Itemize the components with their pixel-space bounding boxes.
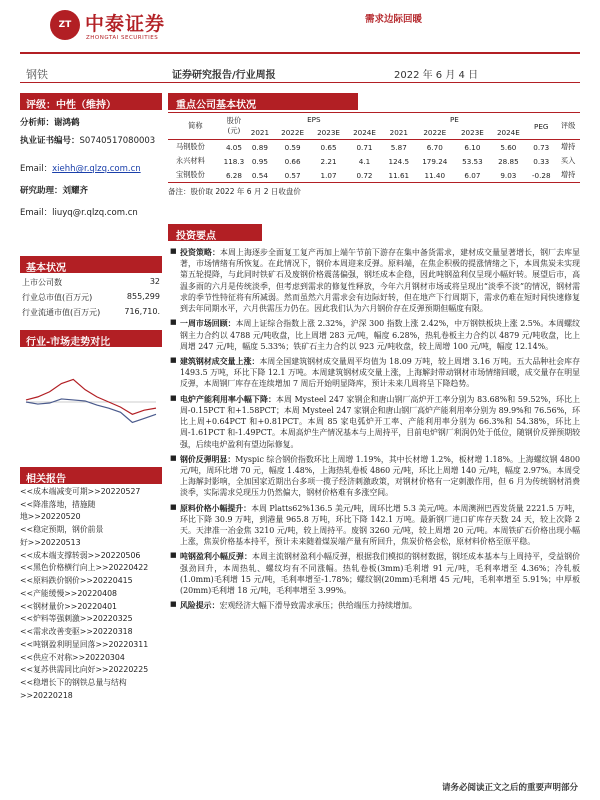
key-points-list — [168, 247, 580, 612]
key-point-item — [168, 247, 580, 314]
key-point-text: 本周上海逐步全面复工复产再加上端午节前下游存在集中备货需求，建材成交量显著增长，钢厂去库显著，市场情绪有所恢复。在此情况下，钢价本周迎来反弹。原料端，在焦企积极的提涨情绪之下，本周焦炭未实现第五轮提降，与此同时铁矿石及废钢价格震荡偏强，钢坯成本企稳，因此吨钢盈利仅呈现小幅好转。展望后市，高温多雨的六月是传统淡季，但考虑到需求的修复性释放，今年六月钢材市场或将呈现出“淡季不淡”的情况，钢材需求的季节性特征将有所减弱。然而虽然六月需求会有边际好转，但在地产下行周期下，需求仍难在短时间快速修复到去年同期水平，六月供需压力仍在。因此我们认为六月钢价存在反弹预期但幅度有限。 — [180, 248, 580, 314]
peg-cell: 0.73 — [533, 142, 550, 152]
stat-row — [20, 307, 162, 318]
key-point-title: 电炉产能利用率小幅下降： — [180, 394, 276, 404]
year-header: 2022E — [275, 126, 311, 140]
related-report-item: <<复苏供需同比向好>>20220225 — [20, 665, 149, 675]
market-trend-chart — [20, 353, 162, 453]
related-report-item: <<稳增长下的钢铁总量与结构 — [20, 678, 127, 688]
header-divider — [20, 52, 580, 54]
related-report-item: <<钢材量价>>20220401 — [20, 601, 118, 611]
related-report-item: <<原料跌价钢价>>20220415 — [20, 576, 133, 586]
key-point-text: 本周 Platts62%136.5 美元/吨，周环比增 5.3 美元/吨。本周澳洲巴西发货量 2221.5 万吨，环比下降 30.9 万吨，到港量 965.8 万吨，环比下降 142.1 万吨。最新钢厂进口矿库存天数 24 天，较上次降 2 天。天津准一冶金焦 3210 元/吨，较上周持平。废钢 3260 元/吨，较上周增 20 元/吨。本周铁矿石价格出现小幅上涨，焦炭价格基本持平，预计未来随着煤炭端产量有所回升，焦炭价格会松，原材料价格至原平稳。 — [180, 503, 580, 547]
analyst-line — [20, 116, 162, 128]
table-row — [168, 154, 580, 168]
assistant-line — [20, 184, 162, 196]
key-point-text: 本周 Mysteel 247 家钢企和唐山钢厂高炉开工率分别为 83.68%和 59.52%，环比上周-0.15PCT 和+1.58PCT；本周 Mysteel 247 家钢企和唐山钢厂高炉产能利用率分别为 89.9%和 76.56%，环比上周+0.64PCT 和+0.81PCT。本周 85 家电弧炉开工率、产能利用率分别为 66.3%和 54.38%，环比上周-1.61PCT 和-1.49PCT。本周高炉生产情况基本与上周持平，目前电炉钢厂利润仍处于低位，随钢价反弹预期较强，后续电炉盈利有望边际修复。 — [180, 394, 580, 449]
related-reports-heading: 相关报告 — [20, 467, 162, 484]
company-rows — [168, 140, 580, 183]
stat-label: 上市公司数 — [22, 278, 62, 287]
pe-cell: 6.07 — [454, 168, 490, 183]
year-header: 2024E — [347, 126, 383, 140]
pe-cell: 9.03 — [490, 168, 526, 183]
key-points-heading: 投资要点 — [168, 224, 262, 241]
stat-value: 716,710. — [124, 307, 160, 316]
related-report-item: <<成本端支撑转弱>>20220506 — [20, 550, 141, 560]
logo-mark-icon: ZT — [50, 10, 80, 40]
eps-cell: 0.59 — [284, 142, 301, 152]
email-line-2 — [20, 206, 162, 218]
related-report-item: 地>>20220520 — [20, 512, 81, 522]
eps-cell: 1.07 — [311, 168, 347, 183]
key-point-text: 本周上证综合指数上涨 2.32%，沪深 300 指数上涨 2.42%，中万钢铁板块上涨 2.5%。本周螺纹钢主力合约以 4788 元/吨收盘，比上周增 283 元/吨，幅度 6.28%，热轧卷板主力合约以 4879 元/吨收盘，比上周增 247 元/吨，幅度 5.33%；铁矿石主力合约以 923 元/吨收盘，较上周增 100 元/吨，幅度 12.14%。 — [180, 319, 580, 351]
related-report-item: <<成本端减变可期>>20220527 — [20, 487, 141, 496]
related-report-item: <<炉料等强刺激>>20220325 — [20, 614, 133, 624]
peg-cell: 0.33 — [533, 156, 550, 166]
report-headline-tag: 需求边际回暖 — [364, 14, 422, 25]
table-row — [168, 168, 580, 183]
pe-cell: 5.60 — [500, 142, 517, 152]
col-price-header: 股价(元) — [223, 113, 246, 140]
pe-cell: 6.10 — [464, 142, 481, 152]
left-sidebar — [20, 93, 162, 700]
license-number: S0740517080003 — [79, 136, 156, 146]
company-name-cell: 永兴材料 — [176, 156, 205, 165]
related-report-item: <<供应不对称>>20220304 — [20, 652, 125, 662]
stat-label: 行业总市值(百万元) — [22, 293, 93, 302]
rating-cell: 增持 — [556, 168, 580, 183]
year-header: 2022E — [415, 126, 454, 140]
email-label: Email： — [20, 164, 53, 174]
key-point-item — [168, 551, 580, 596]
company-table-heading: 重点公司基本状况 — [168, 93, 358, 110]
pe-cell: 5.87 — [390, 142, 407, 152]
key-point-text: 本周全国建筑钢材成交量周平均值为 18.09 万吨，较上周增 3.16 万吨。五大品种社会库存 1493.5 万吨，环比下降 12.1 万吨。本周建筑钢材成交量上涨，上海解封带动钢材市场情绪回暖，成交量存在明显反弹，本周钢厂库存在连续增加 7 周后开始明显降库，预计未来几周将呈下降趋势。 — [180, 356, 580, 389]
eps-cell: 0.89 — [251, 142, 268, 152]
logo-name: 中泰证券 — [85, 13, 166, 35]
related-report-item: <<黑色价格横行向上>>20220422 — [20, 563, 149, 573]
subheader-divider — [20, 82, 580, 83]
eps-cell: 0.95 — [251, 156, 268, 166]
key-point-title: 钢价反弹明显： — [180, 454, 236, 464]
key-point-title: 投资策略： — [180, 248, 221, 257]
col-peg-header: PEG — [526, 113, 556, 140]
pe-cell: 11.40 — [415, 168, 454, 183]
col-name-header: 简称 — [168, 113, 223, 140]
pe-cell: 6.70 — [426, 142, 443, 152]
assistant-label: 研究助理： — [20, 186, 63, 196]
trend-chart-svg — [20, 353, 162, 453]
assistant-name: 刘耀齐 — [62, 186, 89, 196]
email-line-1 — [20, 162, 162, 174]
related-report-item: <<产能缓慢>>20220408 — [20, 588, 118, 598]
assistant-email: liuyq@r.qlzq.com.cn — [52, 208, 138, 218]
table-header-row — [168, 113, 580, 127]
year-header: 2021 — [245, 126, 274, 140]
stat-value: 855,299 — [126, 292, 160, 301]
eps-cell: 0.65 — [320, 142, 337, 152]
analyst-name: 谢鸿鹤 — [54, 118, 80, 128]
key-point-text: 本周主流钢材盈利小幅反弹，根据我们模拟的钢材数据，钢坯成本基本与上周持平，受益钢价强劲回升，本周热轧、螺纹均有不同涨幅。热轧卷板(3mm)毛利增 91 元/吨，毛利率增至 4.36%；冷轧板(1.0mm)毛利增 15 元/吨，毛利率增至-1.78%；螺纹钢(20mm)毛利增 45 元/吨，毛利率增至 5.91%；中厚板(20mm)毛利增 18 元/吨，毛利率增至 3.99%。 — [180, 552, 580, 596]
year-header: 2023E — [454, 126, 490, 140]
related-report-item: <<降准落地，措施随 — [20, 499, 96, 509]
eps-cell: 2.21 — [320, 156, 337, 166]
rating-cell: 买入 — [560, 156, 576, 165]
key-point-title: 建筑钢材成交量上涨： — [180, 356, 260, 366]
pe-cell: 179.24 — [422, 156, 448, 166]
report-type: 证券研究报告/行业周报 — [172, 70, 276, 81]
pe-cell: 11.61 — [382, 168, 415, 183]
rating-cell: 增持 — [560, 142, 576, 151]
price-cell: 4.05 — [225, 142, 242, 152]
license-line — [20, 134, 162, 146]
key-point-item — [168, 503, 580, 548]
analyst-label: 分析师： — [20, 118, 55, 128]
related-report-item: <<稳定预期，钢价前景 — [20, 525, 104, 535]
logo-english-name: ZHONGTAI SECURITIES — [86, 35, 159, 41]
stat-row — [20, 277, 162, 288]
trend-series-line-1 — [26, 399, 156, 423]
eps-cell: 0.54 — [245, 168, 274, 183]
key-point-title: 吨钢盈利小幅反弹： — [180, 552, 253, 562]
eps-cell: 0.71 — [356, 142, 373, 152]
pe-cell: 53.53 — [462, 156, 483, 166]
key-point-item — [168, 318, 580, 352]
eps-cell: 0.72 — [347, 168, 383, 183]
eps-cell: 0.57 — [275, 168, 311, 183]
basic-info-heading: 基本状况 — [20, 256, 162, 273]
company-name-cell: 宝钢股份 — [168, 168, 223, 183]
license-label: 执业证书编号： — [20, 136, 80, 146]
report-date: 2022 年 6 月 4 日 — [394, 70, 479, 81]
key-point-item — [168, 356, 580, 390]
company-name-cell: 马钢股份 — [176, 142, 205, 151]
key-point-title: 原料价格小幅提升： — [180, 503, 252, 513]
related-report-item: <<需求改善变驱>>20220318 — [20, 627, 133, 637]
key-point-title: 一周市场回顾： — [180, 319, 236, 329]
email-label: Email： — [20, 208, 53, 218]
rating-badge: 评级：中性（维持） — [20, 93, 162, 110]
related-report-item: <<吨钢盈利明显回落>>20220311 — [20, 639, 149, 649]
company-table — [168, 112, 580, 183]
trend-series-line-0 — [26, 379, 156, 414]
key-point-title: 风险提示： — [180, 601, 220, 611]
related-report-item: >>20220218 — [20, 690, 73, 700]
pe-cell: 28.85 — [498, 156, 519, 166]
key-point-text: 宏观经济大幅下滑导致需求承压；供给端压力持续增加。 — [219, 601, 417, 611]
related-report-item: 好>>20220513 — [20, 537, 81, 547]
brand-logo — [50, 8, 170, 50]
stat-row — [20, 292, 162, 303]
stat-label: 行业流通市值(百万元) — [22, 308, 101, 317]
stat-value: 32 — [149, 277, 160, 286]
key-point-text: Myspic 综合钢价指数环比上周增 1.19%，其中长材增 1.2%，板材增 1.18%。上海螺纹钢 4800 元/吨，周环比增 70 元，幅度 1.48%，上海热轧卷板 4860 元/吨，环比上周增 140 元/吨，幅度 2.97%。本周受上海解封影响，全加国家近期出台多项一揽子经济刺激政策，对钢材价格有一定刺激作用，但 6 月为传统钢材消费淡季，实际需求兑现压力仍然偏大，钢材价格难有多涨空间。 — [180, 454, 580, 498]
table-note: 备注：股价取 2022 年 6 月 2 日收盘价 — [168, 187, 301, 196]
year-header: 2024E — [490, 126, 526, 140]
eps-cell: 4.1 — [358, 156, 371, 166]
col-pe-header: PE — [382, 113, 526, 127]
pe-cell: 124.5 — [388, 156, 410, 166]
market-trend-heading: 行业-市场走势对比 — [20, 330, 162, 347]
price-cell: 6.28 — [223, 168, 246, 183]
key-point-item — [168, 454, 580, 499]
footer-disclaimer: 请务必阅读正文之后的重要声明部分 — [441, 783, 578, 793]
related-reports-list — [20, 487, 162, 700]
price-cell: 118.3 — [223, 156, 245, 166]
eps-cell: 0.66 — [284, 156, 301, 166]
col-eps-header: EPS — [245, 113, 382, 127]
year-header: 2021 — [382, 126, 415, 140]
industry-label: 钢铁 — [26, 68, 48, 81]
key-point-item — [168, 600, 580, 611]
key-point-item — [168, 394, 580, 450]
analyst-email-link[interactable]: xiehh@r.qlzq.com.cn — [52, 164, 141, 174]
peg-cell: -0.28 — [526, 168, 556, 183]
table-row — [168, 140, 580, 155]
year-header: 2023E — [311, 126, 347, 140]
col-rating-header: 评级 — [556, 113, 580, 140]
main-content — [168, 93, 580, 612]
